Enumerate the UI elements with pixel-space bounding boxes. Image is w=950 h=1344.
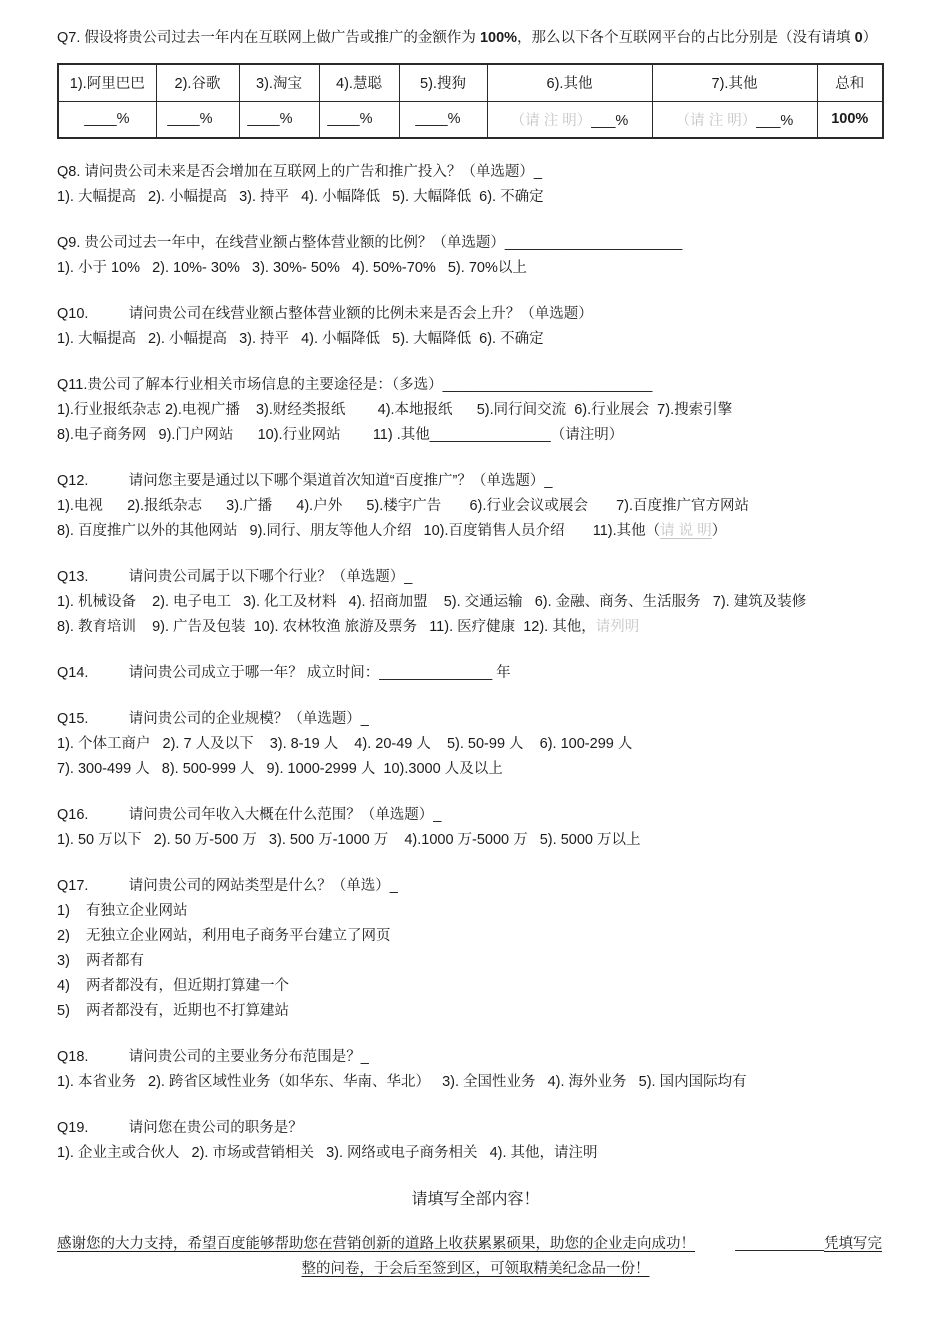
text-segment: [695, 1236, 735, 1252]
text-segment: （请注明）: [550, 427, 624, 443]
text-segment: 7). 300-499 人 8). 500-999 人 9). 1000-2999 人 10).3000 人及以上: [57, 761, 503, 777]
hint-text: 请列明: [595, 619, 640, 635]
fill-in-blank[interactable]: ______________________: [504, 235, 683, 251]
fill-in-blank[interactable]: ____%: [247, 111, 293, 128]
text-segment: Q12. 请问您主要是通过以下哪个渠道首次知道“百度推广”？（单选题）: [57, 473, 545, 489]
text-segment: 1). 大幅提高 2). 小幅提高 3). 持平 4). 小幅降低 5). 大幅降低 6). 不确定: [57, 331, 544, 347]
text-segment: 1). 小于 10% 2). 10%- 30% 3). 30%- 50% 4). 50%-70% 5). 70%以上: [57, 260, 527, 276]
fill-in-blank[interactable]: ___%: [591, 112, 629, 129]
table-value-cell: [319, 101, 399, 138]
question-options-line: [57, 974, 894, 999]
question-options-line: [57, 828, 894, 853]
question-title: [57, 1045, 894, 1070]
text-segment: 1).行业报纸杂志 2).电视广播 3).财经类报纸 4).本地报纸 5).同行间交流 6).行业展会 7).搜索引擎: [57, 402, 733, 418]
question-Q17: [57, 874, 894, 1024]
text-segment: 整的问卷，于会后至签到区，可领取精美纪念品一份！: [301, 1261, 650, 1277]
fill-in-blank[interactable]: ____%: [84, 111, 130, 128]
question-options-line: [57, 615, 894, 640]
text-segment: 1). 企业主或合伙人 2). 市场或营销相关 3). 网络或电子商务相关 4). 其他，请注明: [57, 1145, 598, 1161]
table-header-cell: 1).阿里巴巴: [58, 64, 156, 101]
text-segment: 8). 教育培训 9). 广告及包装 10). 农林牧渔 旅游及票务 11). 医疗健康 12). 其他，: [57, 619, 596, 635]
question-Q12: [57, 469, 894, 544]
table-header-cell: 3).淘宝: [239, 64, 319, 101]
text-segment: Q18. 请问贵公司的主要业务分布范围是？: [57, 1049, 361, 1065]
table-header-cell: 6).其他: [487, 64, 652, 101]
text-segment: Q17. 请问贵公司的网站类型是什么？（单选）: [57, 878, 390, 894]
text-segment: Q16. 请问贵公司年收入大概在什么范围？（单选题）: [57, 807, 434, 823]
text-segment: _: [533, 164, 542, 180]
question-options-line: [57, 757, 894, 782]
text-segment: 3) 两者都有: [57, 953, 145, 969]
question-Q16: [57, 803, 894, 853]
fill-all-notice: 请填写全部内容！: [411, 1191, 540, 1208]
question-Q10: [57, 302, 894, 352]
question-Q8: [57, 160, 894, 210]
question-options-line: [57, 494, 894, 519]
question-Q19: [57, 1116, 894, 1166]
question-options-line: [57, 519, 894, 544]
text-segment: Q19. 请问您在贵公司的职务是？: [57, 1120, 303, 1136]
table-value-cell: [487, 101, 652, 138]
table-header-cell: 7).其他: [652, 64, 817, 101]
text-segment: 8). 百度推广以外的其他网站 9).同行、朋友等他人介绍 10).百度销售人员介绍 11).其他（: [57, 523, 661, 539]
question-title: [57, 160, 894, 185]
fill-in-blank[interactable]: ___%: [756, 112, 794, 129]
question-Q14: [57, 661, 894, 686]
question-options-line: [57, 924, 894, 949]
text-segment: 1). 个体工商户 2). 7 人及以下 3). 8-19 人 4). 20-49 人 5). 50-99 人 6). 100-299 人: [57, 736, 633, 752]
text-segment: _: [389, 878, 398, 894]
table-value-cell: [817, 101, 883, 138]
table-value-cell: [239, 101, 319, 138]
question-title: [57, 565, 894, 590]
text-segment: 5) 两者都没有，近期也不打算建站: [57, 1003, 290, 1019]
question-options-line: [57, 327, 894, 352]
question-options-line: [57, 732, 894, 757]
text-segment: _: [404, 569, 413, 585]
fill-in-blank[interactable]: ___________: [735, 1236, 825, 1252]
text-segment: 2) 无独立企业网站，利用电子商务平台建立了网页: [57, 928, 391, 944]
text-segment: 1). 本省业务 2). 跨省区域性业务（如华东、华南、华北） 3). 全国性业务 4). 海外业务 5). 国内国际均有: [57, 1074, 747, 1090]
text-segment: ）: [711, 523, 727, 539]
table-header-cell: 4).慧聪: [319, 64, 399, 101]
text-segment: _: [360, 1049, 369, 1065]
question-Q13: [57, 565, 894, 640]
text-segment: 1).电视 2).报纸杂志 3).广播 4).户外 5).楼宇广告 6).行业会议或展会 7).百度推广官方网站: [57, 498, 750, 514]
text-segment: 100%: [831, 111, 869, 128]
question-Q9: [57, 231, 894, 281]
text-segment: Q15. 请问贵公司的企业规模？（单选题）: [57, 711, 361, 727]
question-title: [57, 231, 894, 256]
platform-share-table: [57, 63, 884, 139]
question-title: [57, 26, 894, 51]
table-header-cell: 2).谷歌: [156, 64, 239, 101]
text-segment: 1). 50 万以下 2). 50 万-500 万 3). 500 万-1000 万 4).1000 万-5000 万 5). 5000 万以上: [57, 832, 641, 848]
questions: [57, 26, 894, 1166]
table-header-cell: 5).搜狗: [399, 64, 487, 101]
question-options-line: [57, 256, 894, 281]
question-title: [57, 707, 894, 732]
text-segment: _: [360, 711, 369, 727]
text-segment: _: [433, 807, 442, 823]
text-segment: 100%: [479, 30, 518, 46]
question-Q15: [57, 707, 894, 782]
text-segment: Q8. 请问贵公司未来是否会增加在互联网上的广告和推广投入？（单选题）: [57, 164, 534, 180]
question-title: [57, 661, 894, 686]
text-segment: 1). 机械设备 2). 电子电工 3). 化工及材料 4). 招商加盟 5). 交通运输 6). 金融、商务、生活服务 7). 建筑及装修: [57, 594, 807, 610]
question-options-line: [57, 1070, 894, 1095]
question-title: [57, 302, 894, 327]
question-Q7: [57, 26, 894, 139]
table-value-cell: [156, 101, 239, 138]
hint-text: 请 说 明: [660, 523, 712, 539]
question-options-line: [57, 398, 894, 423]
question-options-line: [57, 899, 894, 924]
text-segment: Q11.贵公司了解本行业相关市场信息的主要途径是：（多选）: [57, 377, 443, 393]
table-value-cell: [399, 101, 487, 138]
fill-in-blank[interactable]: ____%: [327, 111, 373, 128]
question-Q18: [57, 1045, 894, 1095]
footer-thanks-line2: [57, 1257, 894, 1282]
text-segment: 感谢您的大力支持，希望百度能够帮助您在营销创新的道路上收获累累硕果，助您的企业走向成功！: [57, 1236, 695, 1252]
hint-text: （请 注 明）: [510, 112, 592, 129]
question-title: [57, 803, 894, 828]
question-Q11: [57, 373, 894, 448]
text-segment: 1) 有独立企业网站: [57, 903, 188, 919]
fill-in-blank[interactable]: ______________: [379, 665, 493, 681]
table-value-cell: [652, 101, 817, 138]
question-title: [57, 1116, 894, 1141]
hint-text: （请 注 明）: [675, 112, 757, 129]
text-segment: 0: [854, 30, 863, 46]
question-options-line: [57, 423, 894, 448]
text-segment: Q14. 请问贵公司成立于哪一年？ 成立时间：: [57, 665, 380, 681]
question-title: [57, 373, 894, 398]
fill-in-blank[interactable]: __________________________: [442, 377, 653, 393]
fill-in-blank[interactable]: _______________: [429, 427, 551, 443]
question-options-line: [57, 999, 894, 1024]
text-segment: Q10. 请问贵公司在线营业额占整体营业额的比例未来是否会上升？（单选题）: [57, 306, 593, 322]
question-title: [57, 874, 894, 899]
text-segment: 4) 两者都没有，但近期打算建一个: [57, 978, 290, 994]
question-title: [57, 469, 894, 494]
table-value-cell: [58, 101, 156, 138]
text-segment: Q9. 贵公司过去一年中，在线营业额占整体营业额的比例？（单选题）: [57, 235, 505, 251]
question-options-line: [57, 185, 894, 210]
table-header-cell: 总和: [817, 64, 883, 101]
text-segment: ）: [862, 30, 878, 46]
text-segment: 年: [492, 665, 511, 681]
text-segment: _: [544, 473, 553, 489]
footer-thanks-line1: [57, 1232, 894, 1257]
text-segment: 8).电子商务网 9).门户网站 10).行业网站 11) .其他: [57, 427, 430, 443]
text-segment: Q7. 假设将贵公司过去一年内在互联网上做广告或推广的金额作为: [57, 30, 480, 46]
text-segment: 凭填写完: [824, 1236, 883, 1252]
question-options-line: [57, 590, 894, 615]
text-segment: Q13. 请问贵公司属于以下哪个行业？（单选题）: [57, 569, 405, 585]
text-segment: ，那么以下各个互联网平台的占比分别是（没有请填: [517, 30, 855, 46]
text-segment: 1). 大幅提高 2). 小幅提高 3). 持平 4). 小幅降低 5). 大幅降低 6). 不确定: [57, 189, 544, 205]
fill-in-blank[interactable]: ____%: [415, 111, 461, 128]
fill-in-blank[interactable]: ____%: [167, 111, 213, 128]
question-options-line: [57, 949, 894, 974]
question-options-line: [57, 1141, 894, 1166]
